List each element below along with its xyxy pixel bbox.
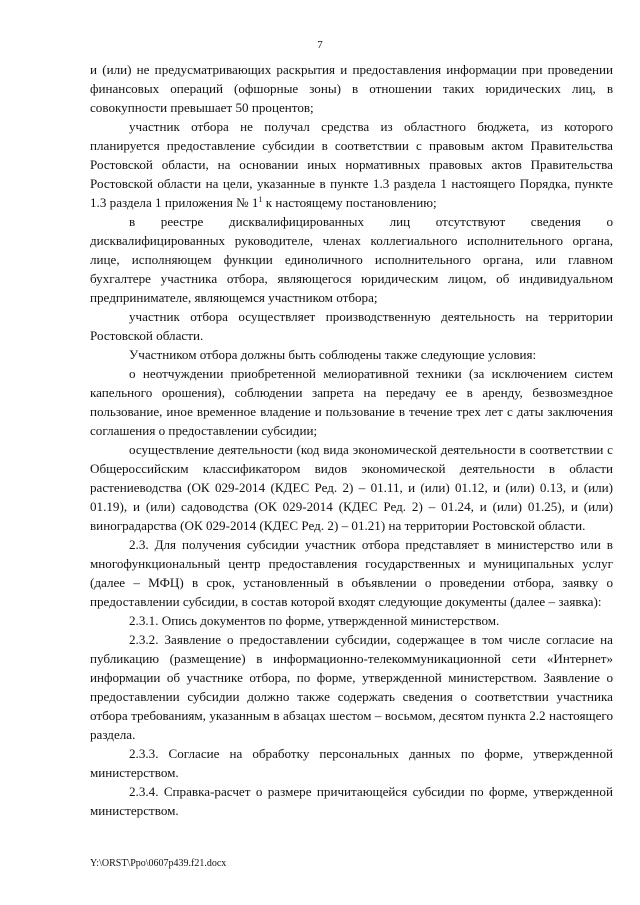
paragraph: 2.3. Для получения субсидии участник отбора представляет в министерство или в многофункциональный центр предоставления государственных и муниципальных услуг (далее – МФЦ) в срок, установленный в объявлении о проведении отбора, заявку о предоставлении субсидии, в состав которой входят следующие документы (далее – заявка): bbox=[90, 537, 613, 609]
paragraph: Участником отбора должны быть соблюдены также следующие условия: bbox=[129, 347, 537, 362]
paragraph: 2.3.4. Справка-расчет о размере причитающейся субсидии по форме, утвержденной министерством. bbox=[90, 784, 613, 818]
paragraph: 2.3.3. Согласие на обработку персональных данных по форме, утвержденной министерством. bbox=[90, 746, 613, 780]
paragraph: о неотчуждении приобретенной мелиоративной техники (за исключением систем капельного орошения), соблюдении запрета на передачу ее в аренду, безвозмездное пользование, иное временное владение и пользование в течение трех лет с даты заключения соглашения о предоставлении субсидии; bbox=[90, 366, 613, 438]
page-number: 7 bbox=[317, 39, 323, 51]
paragraph: 2.3.2. Заявление о предоставлении субсидии, содержащее в том числе согласие на публикацию (размещение) в информационно-телекоммуникационной сети «Интернет» информации об участнике отбора, по форме, утвержденной министерством. Заявление о предоставлении субсидии должно также содержать сведения о соответствии участника отбора требованиям, указанным в абзацах шестом – восьмом, десятом пункта 2.2 настоящего раздела. bbox=[90, 632, 613, 742]
superscript: 1 bbox=[258, 195, 263, 204]
paragraph: 2.3.1. Опись документов по форме, утвержденной министерством. bbox=[129, 613, 500, 628]
document-body bbox=[90, 60, 613, 820]
paragraph: осуществление деятельности (код вида экономической деятельности в соответствии с Общероссийским классификатором видов экономической деятельности в области растениеводства (ОК 029-2014 (КДЕС Ред. 2) – 01.11, и (или) 01.12, и (или) 0.13, и (или) 01.19), и (или) садоводства (ОК 029-2014 (КДЕС Ред. 2) – 01.24, и (или) 01.25), и (или) виноградарства (ОК 029-2014 (КДЕС Ред. 2) – 01.21) на территории Ростовской области. bbox=[90, 442, 613, 533]
paragraph: участник отбора осуществляет производственную деятельность на территории Ростовской области. bbox=[90, 309, 613, 343]
paragraph: в реестре дисквалифицированных лиц отсутствуют сведения о дисквалифицированных руководителе, членах коллегиального исполнительного органа, лице, исполняющем функции единоличного исполнительного органа, или главном бухгалтере участника отбора, являющегося юридическим лицом, об индивидуальном предпринимателе, являющемся участником отбора; bbox=[90, 214, 613, 305]
file-path-footer: Y:\ORST\Ppo\0607p439.f21.docx bbox=[90, 858, 227, 869]
paragraph: и (или) не предусматривающих раскрытия и предоставления информации при проведении финансовых операций (офшорные зоны) в отношении таких юридических лиц, в совокупности превышает 50 процентов; bbox=[90, 62, 613, 115]
paragraph: участник отбора не получал средства из областного бюджета, из которого планируется предоставление субсидии в соответствии с правовым актом Правительства Ростовской области, на основании иных нормативных правовых актов Правительства Ростовской области на цели, указанные в пункте 1.3 раздела 1 настоящего Порядка, пункте 1.3 раздела 1 приложения № $1^1$ к настоящему постановлению; bbox=[90, 119, 613, 210]
